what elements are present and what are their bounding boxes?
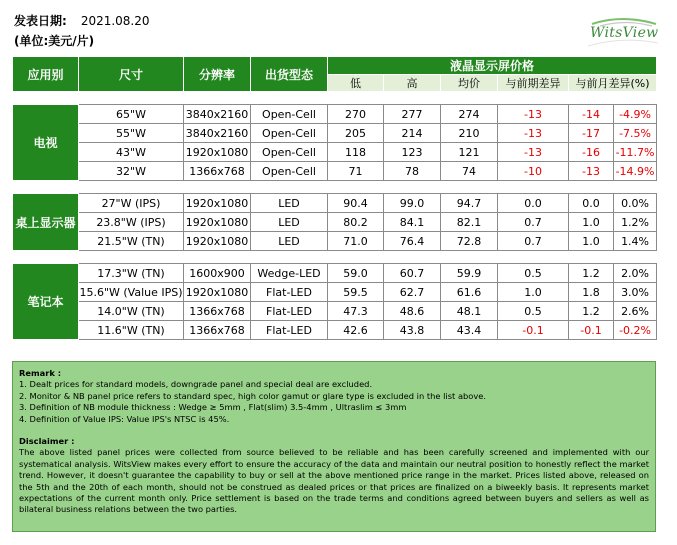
date-label: 发表日期: xyxy=(14,14,67,28)
cell-size: 27"W (IPS) xyxy=(79,194,184,213)
cell-low: 270 xyxy=(328,105,384,124)
group-spacer xyxy=(13,181,657,194)
cell-size: 11.6"W (TN) xyxy=(79,321,184,340)
table-row xyxy=(13,162,657,181)
table-row xyxy=(13,105,657,124)
cell-high: 78 xyxy=(384,162,441,181)
cell-chg-month-pct: -4.9% xyxy=(614,105,657,124)
unit-label: (单位:美元/片) xyxy=(14,34,95,48)
cell-size: 23.8"W (IPS) xyxy=(79,213,184,232)
cell-size: 32"W xyxy=(79,162,184,181)
cell-chg-month-pct: 3.0% xyxy=(614,283,657,302)
cell-high: 62.7 xyxy=(384,283,441,302)
remark-line: 2. Monitor & NB panel price refers to standard spec, high color gamut or glare type is excluded in the list above. xyxy=(19,390,487,401)
cell-low: 90.4 xyxy=(328,194,384,213)
group-spacer xyxy=(13,92,657,105)
cell-size: 43"W xyxy=(79,143,184,162)
table-row xyxy=(13,143,657,162)
cell-high: 84.1 xyxy=(384,213,441,232)
cell-shipping: Open-Cell xyxy=(251,105,328,124)
cell-high: 214 xyxy=(384,124,441,143)
table-row xyxy=(13,124,657,143)
cell-chg-month: -14 xyxy=(569,105,614,124)
table-row xyxy=(13,264,657,283)
cell-avg: 48.1 xyxy=(441,302,498,321)
cell-shipping: Open-Cell xyxy=(251,162,328,181)
cell-resolution: 1920x1080 xyxy=(184,283,251,302)
col-change-month: 与前月差异(%) xyxy=(569,75,657,92)
cell-chg-month: 1.2 xyxy=(569,264,614,283)
col-resolution: 分辨率 xyxy=(184,57,251,92)
cell-chg-month: -13 xyxy=(569,162,614,181)
cell-avg: 210 xyxy=(441,124,498,143)
cell-avg: 94.7 xyxy=(441,194,498,213)
cell-size: 65"W xyxy=(79,105,184,124)
cell-chg-period: 0.5 xyxy=(498,302,569,321)
cell-chg-period: 0.7 xyxy=(498,232,569,251)
cell-chg-period: -13 xyxy=(498,143,569,162)
remark-line: 4. Definition of Value IPS: Value IPS's NTSC is 45%. xyxy=(19,413,230,424)
cell-resolution: 1366x768 xyxy=(184,321,251,340)
col-group-panel-price: 液晶显示屏价格 xyxy=(328,57,657,75)
cell-chg-month: -16 xyxy=(569,143,614,162)
remark-line: 3. Definition of NB module thickness : Wedge ≥ 5mm , Flat(slim) 3.5-4mm , Ultraslim ≤ 3mm xyxy=(19,402,407,413)
cell-size: 15.6"W (Value IPS) xyxy=(79,283,184,302)
col-avg: 均价 xyxy=(441,75,498,92)
cell-high: 43.8 xyxy=(384,321,441,340)
cell-high: 123 xyxy=(384,143,441,162)
col-change-period: 与前期差异 xyxy=(498,75,569,92)
table-row xyxy=(13,283,657,302)
group-spacer xyxy=(13,251,657,264)
cell-shipping: Wedge-LED xyxy=(251,264,328,283)
cell-shipping: LED xyxy=(251,232,328,251)
disclaimer-text: The above listed panel prices were collected from source believed to be reliable and has been carefully screened and implemented with our systematical analysis. WitsView makes every effort to ensure the accuracy of the data and maintain our neutral position to honestly reflect the market trend. However, it doesn't guarantee the capability to buy or sell at the above mentioned price range in the market. Prices listed above, released on the 5th and the 20th of each month, should not be construed as dealed prices or that prices are finalized on a biweekly basis. It represents market expectations of the current month only. Price settlement is based on the trade terms and conditions agreed between buyers and sellers as well as bilateral business relations between the two parties. xyxy=(19,447,649,515)
cell-low: 118 xyxy=(328,143,384,162)
category-cell: 电视 xyxy=(13,105,79,181)
table-header xyxy=(13,57,657,92)
cell-low: 71 xyxy=(328,162,384,181)
cell-avg: 74 xyxy=(441,162,498,181)
col-low: 低 xyxy=(328,75,384,92)
cell-avg: 82.1 xyxy=(441,213,498,232)
col-application: 应用别 xyxy=(13,57,79,92)
cell-resolution: 3840x2160 xyxy=(184,124,251,143)
cell-low: 59.5 xyxy=(328,283,384,302)
cell-chg-month: 1.0 xyxy=(569,213,614,232)
cell-resolution: 1366x768 xyxy=(184,162,251,181)
cell-chg-month-pct: 2.6% xyxy=(614,302,657,321)
cell-chg-month-pct: -11.7% xyxy=(614,143,657,162)
disclaimer-title: Disclaimer : xyxy=(19,436,75,447)
cell-size: 21.5"W (TN) xyxy=(79,232,184,251)
cell-shipping: Flat-LED xyxy=(251,321,328,340)
cell-chg-month-pct: -0.2% xyxy=(614,321,657,340)
cell-chg-month-pct: -7.5% xyxy=(614,124,657,143)
cell-resolution: 1600x900 xyxy=(184,264,251,283)
witsview-logo xyxy=(582,16,662,48)
cell-chg-period: -0.1 xyxy=(498,321,569,340)
col-high: 高 xyxy=(384,75,441,92)
cell-shipping: Open-Cell xyxy=(251,143,328,162)
cell-chg-period: -13 xyxy=(498,105,569,124)
cell-chg-month-pct: 1.4% xyxy=(614,232,657,251)
cell-avg: 72.8 xyxy=(441,232,498,251)
cell-resolution: 1920x1080 xyxy=(184,232,251,251)
cell-low: 80.2 xyxy=(328,213,384,232)
cell-chg-period: 0.5 xyxy=(498,264,569,283)
cell-chg-month: 1.2 xyxy=(569,302,614,321)
cell-shipping: Flat-LED xyxy=(251,302,328,321)
cell-high: 99.0 xyxy=(384,194,441,213)
cell-chg-month: 1.0 xyxy=(569,232,614,251)
cell-low: 71.0 xyxy=(328,232,384,251)
table-row xyxy=(13,232,657,251)
cell-resolution: 1366x768 xyxy=(184,302,251,321)
cell-chg-period: 0.7 xyxy=(498,213,569,232)
cell-chg-period: -13 xyxy=(498,124,569,143)
logo-text: WitsView xyxy=(590,25,659,41)
report-header xyxy=(14,13,150,49)
cell-chg-month-pct: 2.0% xyxy=(614,264,657,283)
cell-high: 277 xyxy=(384,105,441,124)
cell-chg-month: 1.8 xyxy=(569,283,614,302)
cell-low: 42.6 xyxy=(328,321,384,340)
category-cell: 笔记本 xyxy=(13,264,79,340)
cell-size: 55"W xyxy=(79,124,184,143)
table-body xyxy=(13,92,657,340)
cell-shipping: Flat-LED xyxy=(251,283,328,302)
cell-chg-month-pct: -14.9% xyxy=(614,162,657,181)
cell-low: 47.3 xyxy=(328,302,384,321)
remark-line: 1. Dealt prices for standard models, downgrade panel and special deal are excluded. xyxy=(19,379,373,390)
cell-size: 14.0"W (TN) xyxy=(79,302,184,321)
cell-avg: 274 xyxy=(441,105,498,124)
cell-avg: 43.4 xyxy=(441,321,498,340)
cell-chg-month: -17 xyxy=(569,124,614,143)
cell-avg: 121 xyxy=(441,143,498,162)
cell-avg: 59.9 xyxy=(441,264,498,283)
publish-date xyxy=(14,13,150,29)
cell-low: 59.0 xyxy=(328,264,384,283)
cell-chg-month: 0.0 xyxy=(569,194,614,213)
cell-shipping: LED xyxy=(251,194,328,213)
cell-high: 60.7 xyxy=(384,264,441,283)
table-row xyxy=(13,321,657,340)
cell-avg: 61.6 xyxy=(441,283,498,302)
cell-chg-month: -0.1 xyxy=(569,321,614,340)
cell-size: 17.3"W (TN) xyxy=(79,264,184,283)
col-size: 尺寸 xyxy=(79,57,184,92)
cell-shipping: LED xyxy=(251,213,328,232)
cell-shipping: Open-Cell xyxy=(251,124,328,143)
remark-box xyxy=(12,361,656,532)
cell-chg-month-pct: 0.0% xyxy=(614,194,657,213)
remark-title: Remark : xyxy=(19,368,62,378)
cell-chg-period: 1.0 xyxy=(498,283,569,302)
category-cell: 桌上显示器 xyxy=(13,194,79,251)
cell-high: 76.4 xyxy=(384,232,441,251)
col-shipping: 出货型态 xyxy=(251,57,328,92)
cell-chg-period: 0.0 xyxy=(498,194,569,213)
cell-resolution: 3840x2160 xyxy=(184,105,251,124)
cell-high: 48.6 xyxy=(384,302,441,321)
cell-low: 205 xyxy=(328,124,384,143)
table-row xyxy=(13,302,657,321)
cell-resolution: 1920x1080 xyxy=(184,143,251,162)
table-row xyxy=(13,194,657,213)
cell-chg-period: -10 xyxy=(498,162,569,181)
cell-chg-month-pct: 1.2% xyxy=(614,213,657,232)
date-value: 2021.08.20 xyxy=(80,14,150,28)
panel-price-table xyxy=(12,56,657,340)
cell-resolution: 1920x1080 xyxy=(184,194,251,213)
cell-resolution: 1920x1080 xyxy=(184,213,251,232)
table-row xyxy=(13,213,657,232)
